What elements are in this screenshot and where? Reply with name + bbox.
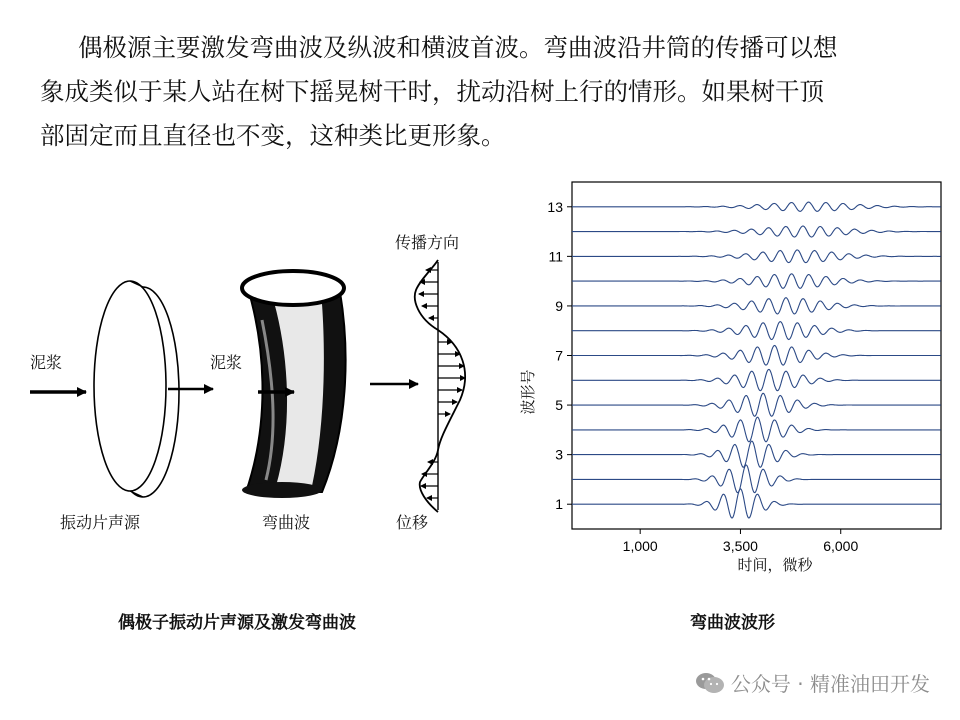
y-tick-label: 13 xyxy=(547,198,563,215)
paragraph-line: 偶极源主要激发弯曲波及纵波和横波首波。弯曲波沿井筒的传播可以想 xyxy=(78,33,838,62)
flexural-wave-label: 弯曲波 xyxy=(262,513,311,532)
right-figure-caption: 弯曲波波形 xyxy=(690,613,775,633)
paragraph-line: 象成类似于某人站在树下摇晃树干时，扰动沿树上行的情形。如果树干顶 xyxy=(40,77,824,106)
x-axis-label: 时间，微秒 xyxy=(737,557,813,574)
mud-label-middle: 泥浆 xyxy=(210,353,243,372)
y-tick-label: 5 xyxy=(555,397,563,414)
propagation-direction-label: 传播方向 xyxy=(395,233,460,252)
vibrating-source-label: 振动片声源 xyxy=(60,513,141,532)
y-tick-label: 1 xyxy=(555,496,563,513)
x-tick-label: 1,000 xyxy=(622,538,658,554)
watermark xyxy=(695,668,930,697)
displacement-label: 位移 xyxy=(396,513,429,532)
x-tick-label: 6,000 xyxy=(823,538,859,554)
y-tick-label: 3 xyxy=(555,446,563,463)
y-tick-label: 7 xyxy=(555,347,563,364)
y-tick-label: 11 xyxy=(548,248,563,265)
paragraph-line: 部固定而且直径也不变，这种类比更形象。 xyxy=(40,121,506,150)
left-figure-caption: 偶极子振动片声源及激发弯曲波 xyxy=(118,613,356,633)
x-tick-label: 3,500 xyxy=(722,538,758,554)
wechat-icon xyxy=(695,671,725,695)
mud-label-left: 泥浆 xyxy=(30,353,63,372)
y-axis-label: 波形号 xyxy=(520,369,537,415)
watermark-text: 公众号 · 精准油田开发 xyxy=(730,672,930,696)
y-tick-label: 9 xyxy=(555,297,563,314)
